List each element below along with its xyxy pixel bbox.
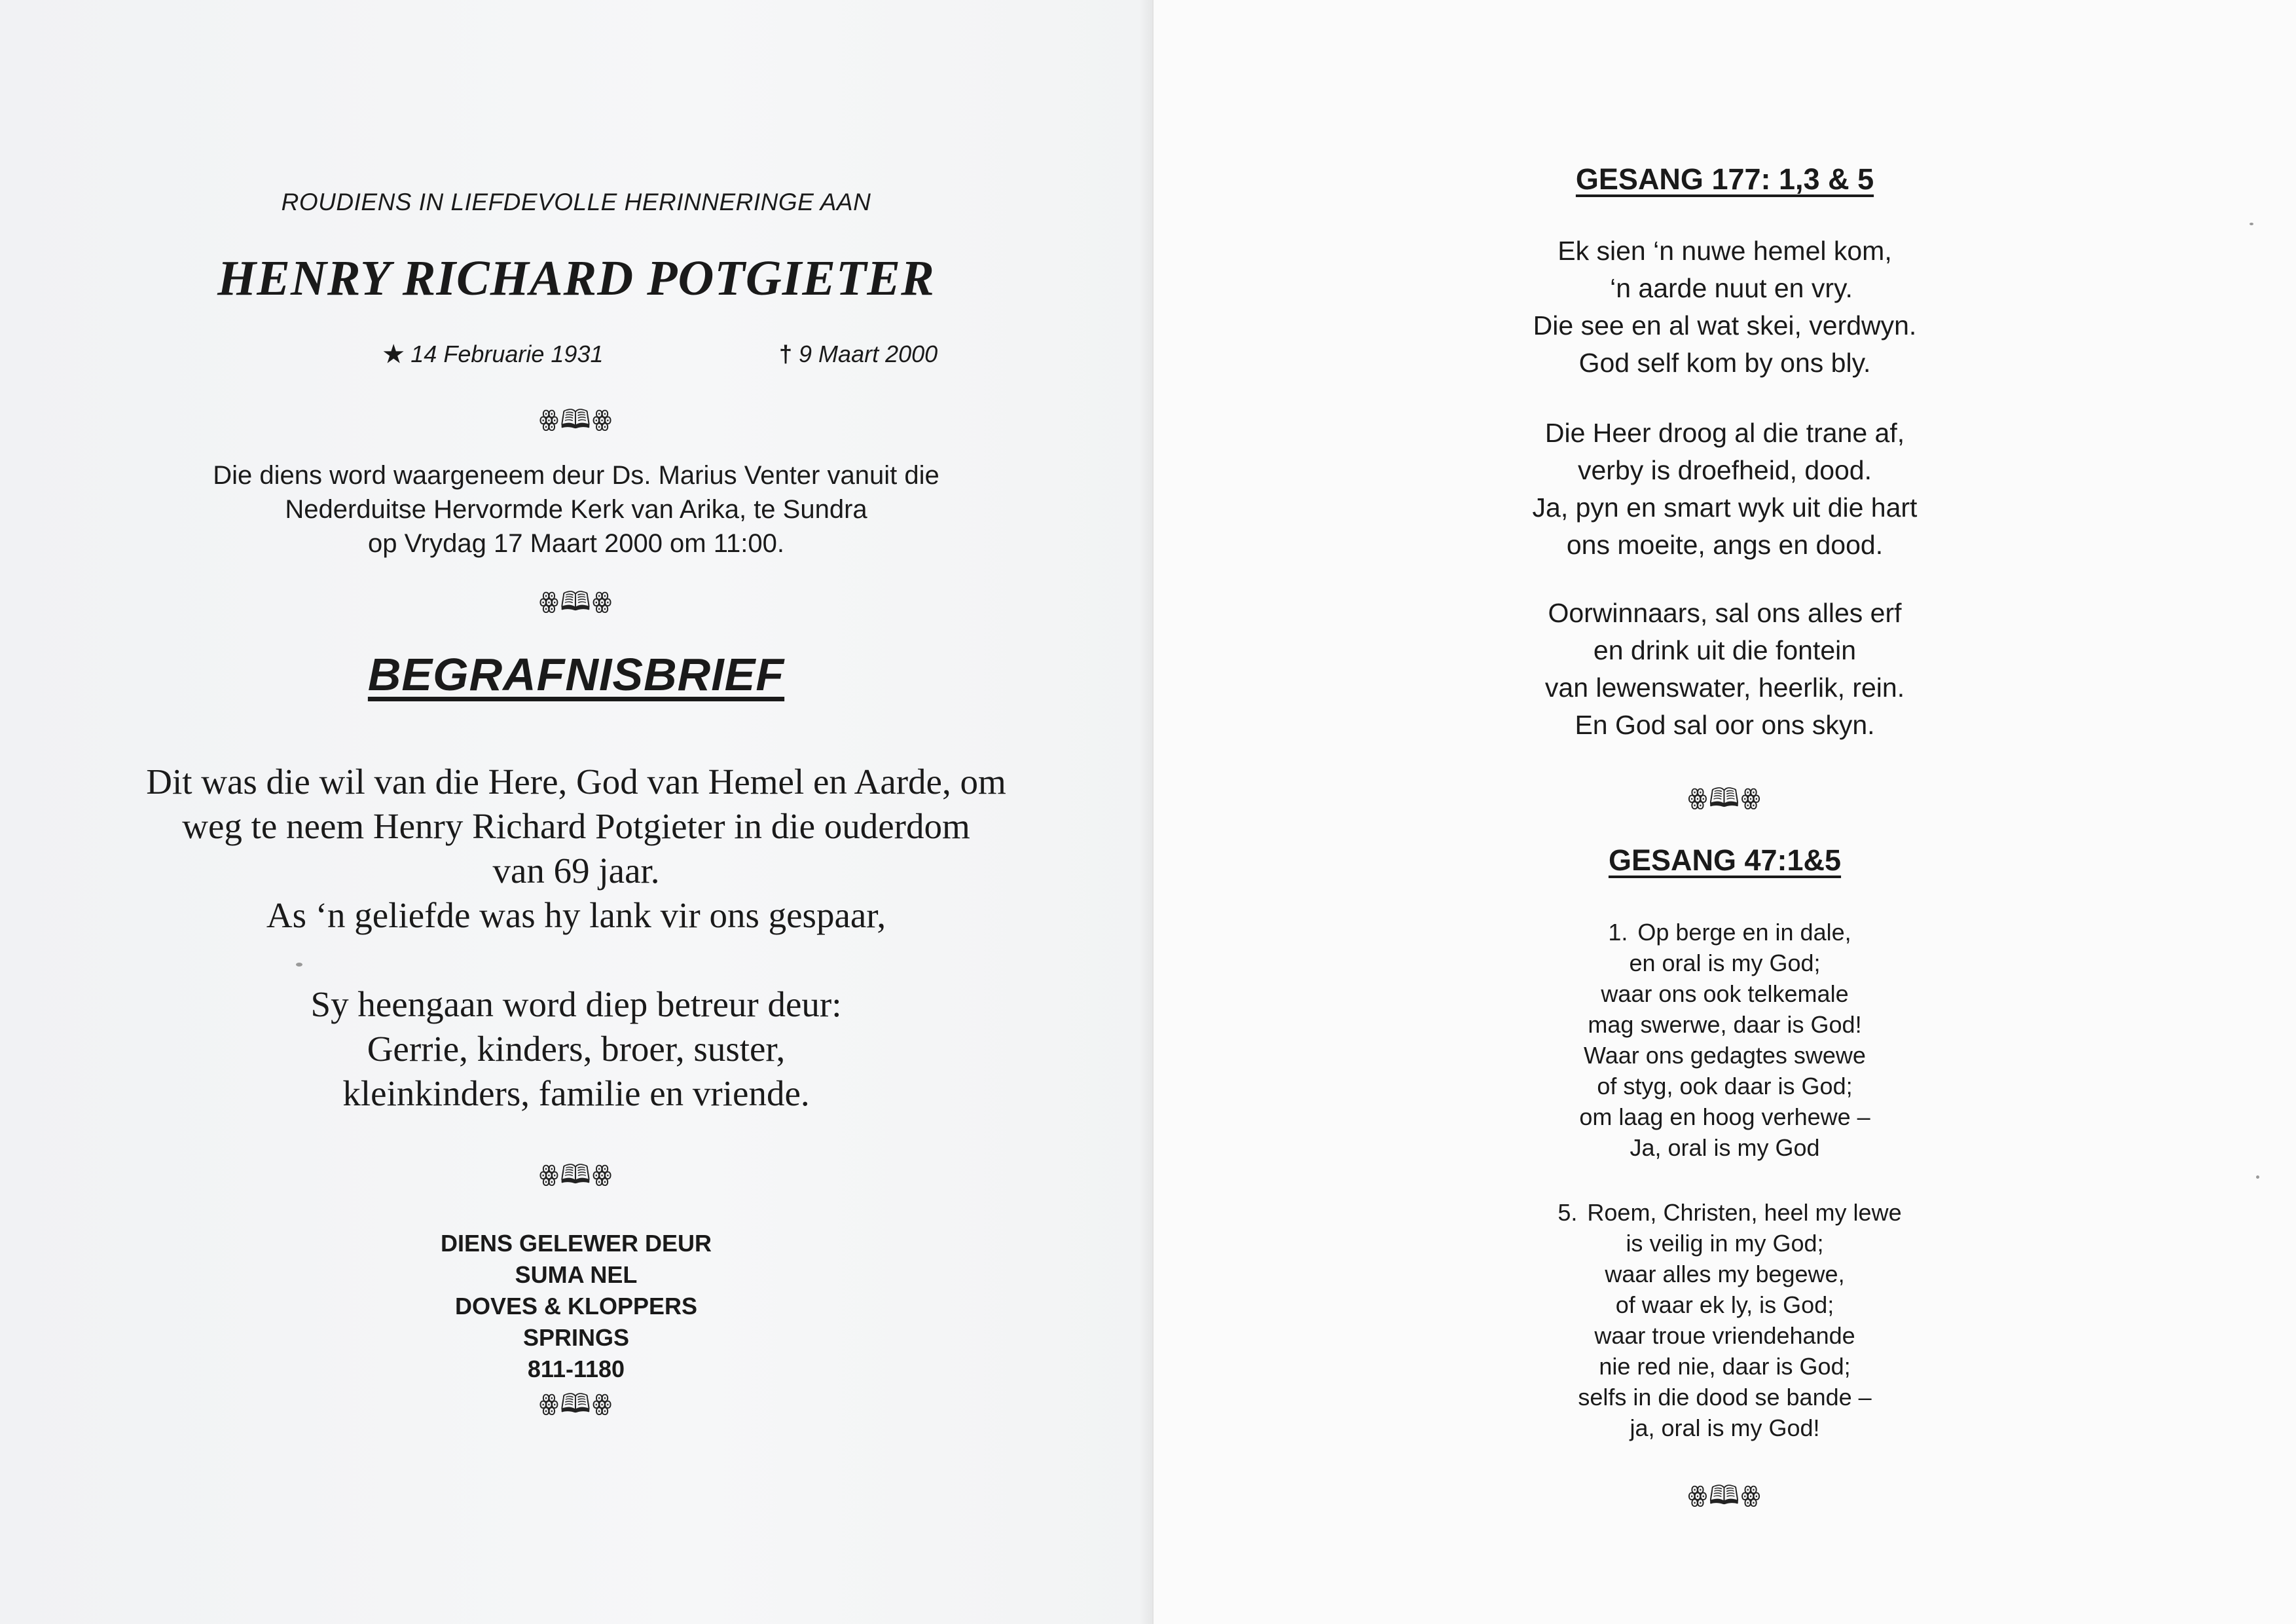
birth-date: ★ 14 Februarie 1931 — [383, 341, 604, 367]
hymn-verse-5: 5. Roem, Christen, heel my lewe is veilig in my God; waar alles my begewe, of waar ek ly, is God; waar troue vriendehande nie red nie, daar is God; selfs in die dood se bande – ja, oral is my God! — [1154, 1197, 2296, 1443]
verse-number: 5. — [1558, 1199, 1578, 1226]
service-details: Die diens word waargeneem deur Ds. Marius Venter vanuit die Nederduitse Hervormde Kerk van Arika, te Sundra op Vrydag 17 Maart 2000 om 11:00. — [213, 461, 939, 558]
mourning-text: Sy heengaan word diep betreur deur: Gerrie, kinders, broer, suster, kleinkinders, familie en vriende. — [310, 984, 842, 1113]
ornament-divider — [0, 1156, 1152, 1200]
hymn-stanza: Ek sien ‘n nuwe hemel kom, ‘n aarde nuut en vry. Die see en al wat skei, verdwyn. God self kom by ons bly. — [1533, 236, 1917, 378]
flourish-left-icon: ꙮ — [539, 588, 560, 614]
book-icon: 🕮 — [1708, 1481, 1741, 1511]
book-icon: 🕮 — [560, 405, 592, 435]
paper-speck — [296, 963, 302, 967]
ornament-divider — [0, 583, 1152, 627]
flourish-right-icon: ꙮ — [592, 588, 613, 614]
book-icon: 🕮 — [560, 1160, 592, 1190]
hymn-title: GESANG 47:1&5 — [1608, 843, 1842, 877]
book-icon: 🕮 — [1708, 783, 1741, 813]
flourish-right-icon: ꙮ — [1741, 784, 1762, 811]
cross-icon: † — [779, 341, 793, 367]
ornament-divider — [0, 401, 1152, 445]
flourish-right-icon: ꙮ — [592, 1390, 613, 1416]
flourish-left-icon: ꙮ — [1688, 1482, 1709, 1508]
announcement-text: Dit was die wil van die Here, God van Hemel en Aarde, om weg te neem Henry Richard Potgieter in die ouderdom van 69 jaar. As ‘n geliefde was hy lank vir ons gespaar, — [146, 762, 1006, 935]
book-icon: 🕮 — [560, 1389, 592, 1419]
flourish-left-icon: ꙮ — [539, 1161, 560, 1187]
flourish-left-icon: ꙮ — [539, 406, 560, 432]
death-date: † 9 Maart 2000 — [779, 341, 938, 367]
paper-speck — [2256, 1175, 2259, 1179]
hymn-title: GESANG 177: 1,3 & 5 — [1575, 162, 1874, 196]
verse-number: 1. — [1608, 919, 1628, 946]
book-icon: 🕮 — [560, 587, 592, 617]
flourish-right-icon: ꙮ — [592, 1161, 613, 1187]
flourish-right-icon: ꙮ — [1741, 1482, 1762, 1508]
deceased-name: HENRY RICHARD POTGIETER — [217, 251, 935, 306]
flourish-left-icon: ꙮ — [539, 1390, 560, 1416]
undertaker-details: DIENS GELEWER DEUR SUMA NEL DOVES & KLOPPERS SPRINGS 811-1180 — [440, 1230, 712, 1382]
hymn-stanza: Oorwinnaars, sal ons alles erf en drink uit die fontein van lewenswater, heerlik, rein. En God sal oor ons skyn. — [1544, 598, 1905, 740]
right-page — [1152, 0, 2296, 1624]
ornament-divider — [1154, 1477, 2296, 1521]
ornament-divider — [1154, 779, 2296, 824]
flourish-left-icon: ꙮ — [1688, 784, 1709, 811]
paper-speck — [2250, 223, 2253, 225]
page-title: BEGRAFNISBRIEF — [367, 649, 785, 700]
dates-row — [0, 341, 1152, 373]
ornament-divider — [0, 1385, 1152, 1430]
star-icon: ★ — [383, 341, 405, 367]
hymn-stanza: Die Heer droog al die trane af, verby is droefheid, dood. Ja, pyn en smart wyk uit die hart ons moeite, angs en dood. — [1532, 418, 1918, 560]
hymn-verse-1: 1. Op berge en in dale, en oral is my God; waar ons ook telkemale mag swerwe, daar is God! Waar ons gedagtes swewe of styg, ook daar is God; om laag en hoog verhewe – Ja, oral is my God — [1154, 917, 2296, 1163]
flourish-right-icon: ꙮ — [592, 406, 613, 432]
intro-line: ROUDIENS IN LIEFDEVOLLE HERINNERINGE AAN — [281, 189, 871, 215]
